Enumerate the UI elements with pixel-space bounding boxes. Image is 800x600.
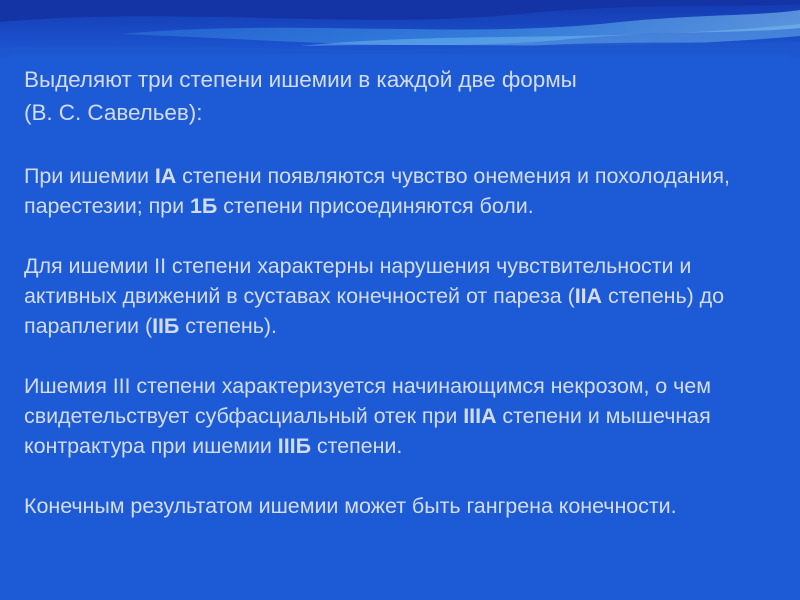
slide-title [24,63,784,129]
slide-title-line: (В. С. Савельев): [24,100,203,125]
paragraph-text: степени и мышечная контрактура при ишемии [24,404,711,458]
paragraph-text: Конечным результатом ишемии может быть гангрена конечности. [24,494,677,518]
paragraph-text: Для ишемии II степени характерны нарушения чувствительности и активных движений в суставах конечностей от пареза ( [24,254,692,308]
degree-marker: IIIБ [277,434,311,458]
degree-marker: 1Б [189,194,218,218]
paragraph-text: При ишемии [24,164,155,188]
paragraph-text: степени присоединяются боли. [217,194,534,218]
paragraph-text: Ишемия III степени характеризуется начинающимся некрозом, о чем свидетельствует субфасциальный отек при [24,374,711,428]
degree-marker: IIБ [152,314,180,338]
body-paragraph [24,371,784,461]
slide-title-line: Выделяют три степени ишемии в каждой две формы [24,67,577,92]
body-paragraph [24,491,784,521]
paragraph-text: степень) до параплегии ( [24,284,725,338]
paragraph-text: степени появляются чувство онемения и похолодания, парестезии; при [24,164,730,218]
body-paragraph [24,161,784,221]
paragraph-text: степень). [179,314,277,338]
body-paragraph [24,251,784,341]
degree-marker: IIА [574,284,603,308]
paragraph-text: степени. [310,434,403,458]
slide-text-body [24,63,784,551]
degree-marker: IA [154,164,177,188]
degree-marker: IIIА [463,404,497,428]
